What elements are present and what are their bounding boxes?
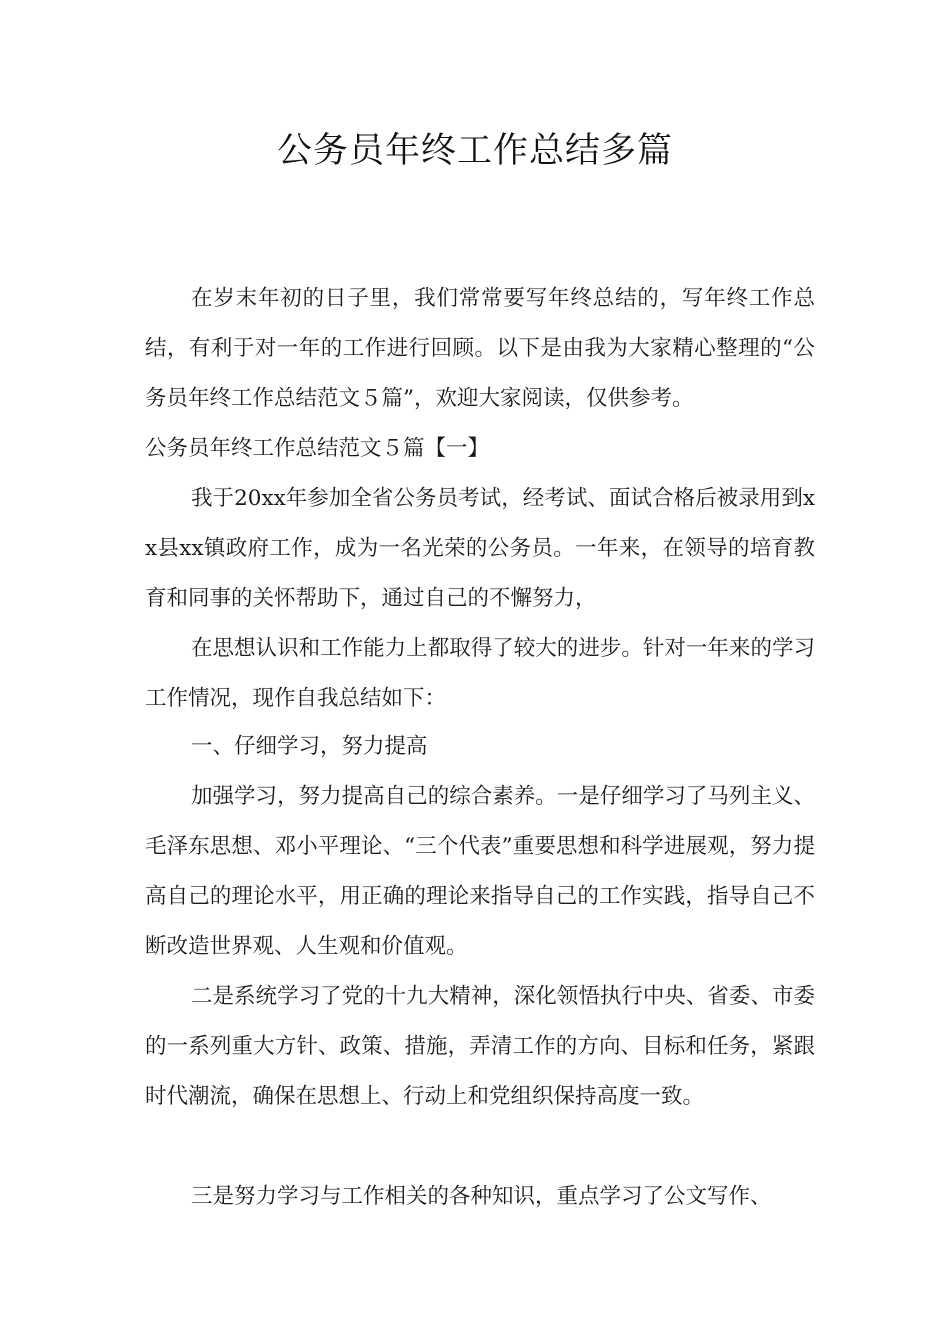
body-paragraph: 加强学习，努力提高自己的综合素养。一是仔细学习了马列主义、毛泽东思想、邓小平理论、“三个代表”重要思想和科学进展观，努力提高自己的理论水平，用正确的理论来指导自己的工作实践，指导自己不断改造世界观、人生观和价值观。	[145, 784, 815, 959]
body-paragraph: 在思想认识和工作能力上都取得了较大的进步。针对一年来的学习工作情况，现作自我总结如下：	[145, 636, 815, 711]
body-paragraph: 二是系统学习了党的十九大精神，深化领悟执行中央、省委、市委的一系列重大方针、政策、措施，弄清工作的方向、目标和任务，紧跟时代潮流，确保在思想上、行动上和党组织保持高度一致。	[145, 984, 815, 1109]
body-paragraph: 我于20xx年参加全省公务员考试，经考试、面试合格后被录用到xx县xx镇政府工作，成为一名光荣的公务员。一年来，在领导的培育教育和同事的关怀帮助下，通过自己的不懈努力，	[145, 486, 815, 611]
subsection-heading: 一、仔细学习，努力提高	[191, 734, 428, 759]
intro-paragraph: 在岁末年初的日子里，我们常常要写年终总结的，写年终工作总结，有利于对一年的工作进行回顾。以下是由我为大家精心整理的“公务员年终工作总结范文５篇”，欢迎大家阅读，仅供参考。	[145, 286, 815, 411]
body-paragraph: 三是努力学习与工作相关的各种知识，重点学习了公文写作、	[191, 1184, 772, 1209]
document-title: 公务员年终工作总结多篇	[276, 131, 673, 171]
section-heading: 公务员年终工作总结范文５篇【一】	[145, 436, 490, 461]
